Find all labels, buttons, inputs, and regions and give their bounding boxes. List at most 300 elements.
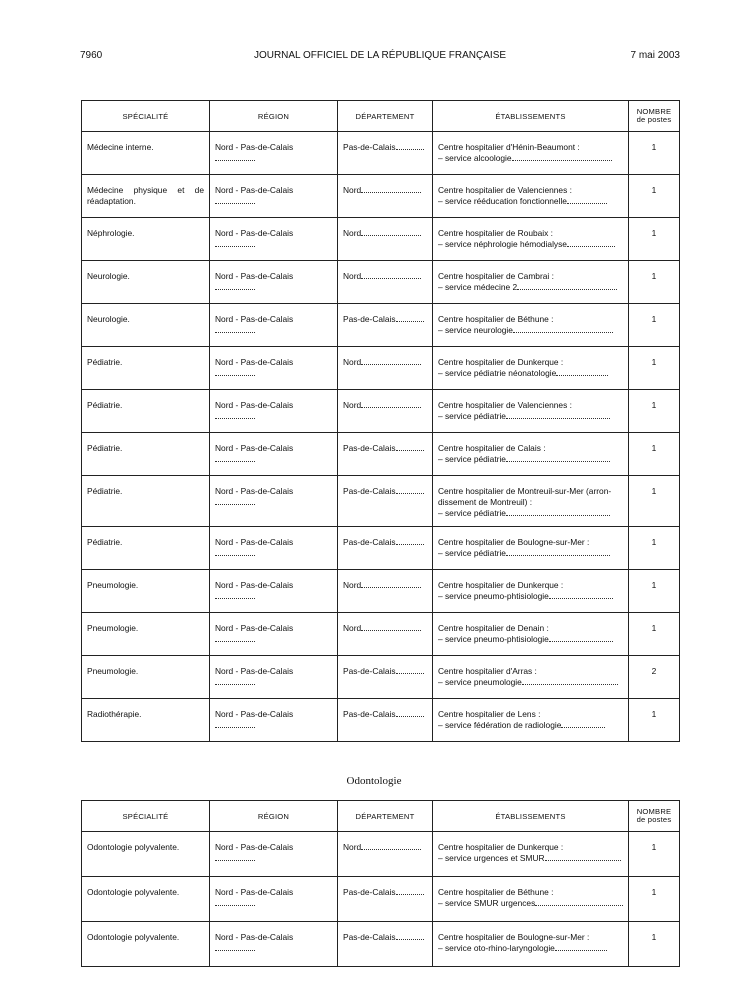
page-header bbox=[80, 50, 680, 64]
dotted-leader bbox=[215, 196, 255, 204]
dotted-leader bbox=[396, 932, 424, 940]
etablissement-text: – service pédiatrie bbox=[438, 454, 506, 464]
col-header-etablissements: ÉTABLISSEMENTS bbox=[433, 801, 629, 832]
etablissement-text: Centre hospitalier de Valenciennes : bbox=[438, 400, 572, 410]
cell-etablissements bbox=[433, 877, 629, 922]
section-title: Odontologie bbox=[346, 775, 402, 787]
table-row bbox=[82, 476, 680, 527]
etablissement-line bbox=[438, 411, 623, 422]
cell-etablissements bbox=[433, 390, 629, 433]
cell-departement-text: Nord bbox=[343, 185, 362, 195]
cell-etablissements bbox=[433, 218, 629, 261]
cell-departement bbox=[338, 570, 433, 613]
etablissement-line bbox=[438, 508, 623, 519]
table-row bbox=[82, 261, 680, 304]
cell-specialite bbox=[82, 261, 210, 304]
cell-region bbox=[210, 304, 338, 347]
cell-nombre bbox=[629, 656, 680, 699]
etablissement-line bbox=[438, 548, 623, 559]
cell-specialite bbox=[82, 347, 210, 390]
dotted-leader bbox=[506, 411, 610, 419]
cell-specialite-text: Pédiatrie. bbox=[87, 357, 123, 367]
etablissement-text: Centre hospitalier de Dunkerque : bbox=[438, 357, 564, 367]
dotted-leader bbox=[513, 325, 613, 333]
cell-nombre-text: 1 bbox=[651, 400, 657, 410]
cell-specialite-text: Neurologie. bbox=[87, 314, 130, 324]
cell-nombre-text: 1 bbox=[651, 357, 657, 367]
cell-specialite-text: Pédiatrie. bbox=[87, 486, 123, 496]
dotted-leader bbox=[215, 853, 255, 861]
dotted-leader bbox=[396, 709, 424, 717]
cell-specialite-text: Neurologie. bbox=[87, 271, 130, 281]
dotted-leader bbox=[396, 666, 424, 674]
etablissement-text: – service oto-rhino-laryngologie bbox=[438, 943, 555, 953]
cell-departement bbox=[338, 132, 433, 175]
cell-departement bbox=[338, 261, 433, 304]
etablissement-line bbox=[438, 537, 623, 548]
cell-region bbox=[210, 390, 338, 433]
cell-region-text: Nord - Pas-de-Calais bbox=[215, 443, 294, 453]
etablissement-text: Centre hospitalier de Cambrai : bbox=[438, 271, 554, 281]
cell-region-text: Nord - Pas-de-Calais bbox=[215, 709, 294, 719]
table-row bbox=[82, 922, 680, 967]
dotted-leader bbox=[522, 677, 618, 685]
etablissement-line bbox=[438, 842, 623, 853]
etablissement-text: – service pédiatrie bbox=[438, 548, 506, 558]
cell-specialite-text: Pneumologie. bbox=[87, 580, 139, 590]
cell-specialite-text: Odontologie polyvalente. bbox=[87, 887, 180, 897]
dotted-leader bbox=[361, 228, 421, 236]
etablissement-text: – service SMUR urgences bbox=[438, 898, 536, 908]
cell-nombre-text: 1 bbox=[651, 142, 657, 152]
etablissement-text: Centre hospitalier de Boulogne-sur-Mer : bbox=[438, 932, 590, 942]
cell-departement bbox=[338, 390, 433, 433]
table-row bbox=[82, 304, 680, 347]
cell-specialite bbox=[82, 175, 210, 218]
table-row bbox=[82, 613, 680, 656]
dotted-leader bbox=[396, 443, 424, 451]
cell-region-text: Nord - Pas-de-Calais bbox=[215, 486, 294, 496]
etablissement-line bbox=[438, 142, 623, 153]
cell-region-text: Nord - Pas-de-Calais bbox=[215, 623, 294, 633]
etablissement-line bbox=[438, 720, 623, 731]
dotted-leader bbox=[396, 887, 424, 895]
etablissement-text: – service rééducation fonctionnelle bbox=[438, 196, 567, 206]
dotted-leader bbox=[535, 898, 623, 906]
dotted-leader bbox=[517, 282, 617, 290]
cell-departement-text: Pas-de-Calais bbox=[343, 486, 396, 496]
etablissement-line bbox=[438, 443, 623, 454]
col-header-nombre-l2: de postes bbox=[636, 815, 672, 824]
dotted-leader bbox=[506, 508, 610, 516]
cell-specialite bbox=[82, 832, 210, 877]
cell-departement bbox=[338, 699, 433, 742]
dotted-leader bbox=[556, 368, 608, 376]
dotted-leader bbox=[549, 591, 613, 599]
etablissement-text: Centre hospitalier de Béthune : bbox=[438, 314, 554, 324]
cell-departement-text: Nord bbox=[343, 580, 362, 590]
col-header-specialite: SPÉCIALITÉ bbox=[82, 101, 210, 132]
dotted-leader bbox=[215, 677, 255, 685]
cell-region-text: Nord - Pas-de-Calais bbox=[215, 142, 294, 152]
dotted-leader bbox=[396, 537, 424, 545]
cell-nombre-text: 2 bbox=[651, 666, 657, 676]
odontologie-table bbox=[81, 800, 680, 967]
dotted-leader bbox=[361, 580, 421, 588]
etablissement-line bbox=[438, 623, 623, 634]
col-header-nombre bbox=[629, 801, 680, 832]
cell-nombre-text: 1 bbox=[651, 185, 657, 195]
cell-etablissements bbox=[433, 476, 629, 527]
cell-region bbox=[210, 570, 338, 613]
cell-departement-text: Nord bbox=[343, 357, 362, 367]
cell-specialite bbox=[82, 304, 210, 347]
cell-nombre-text: 1 bbox=[651, 271, 657, 281]
cell-region-text: Nord - Pas-de-Calais bbox=[215, 932, 294, 942]
cell-region bbox=[210, 218, 338, 261]
cell-etablissements bbox=[433, 570, 629, 613]
cell-region-text: Nord - Pas-de-Calais bbox=[215, 185, 294, 195]
cell-specialite-text: Médecine interne. bbox=[87, 142, 154, 152]
col-header-departement: DÉPARTEMENT bbox=[338, 101, 433, 132]
dotted-leader bbox=[215, 497, 255, 505]
cell-specialite bbox=[82, 656, 210, 699]
col-header-region: RÉGION bbox=[210, 801, 338, 832]
cell-departement-text: Pas-de-Calais bbox=[343, 932, 396, 942]
cell-specialite-text: Médecine physique et de réadaptation. bbox=[87, 185, 204, 206]
etablissement-text: – service néphrologie hémodialyse bbox=[438, 239, 567, 249]
dotted-leader bbox=[567, 239, 615, 247]
cell-nombre-text: 1 bbox=[651, 623, 657, 633]
etablissement-line bbox=[438, 153, 623, 164]
cell-departement-text: Nord bbox=[343, 623, 362, 633]
etablissement-line bbox=[438, 709, 623, 720]
etablissement-line bbox=[438, 196, 623, 207]
postes-table bbox=[81, 100, 680, 742]
cell-etablissements bbox=[433, 433, 629, 476]
cell-specialite bbox=[82, 527, 210, 570]
etablissement-line bbox=[438, 932, 623, 943]
cell-nombre-text: 1 bbox=[651, 537, 657, 547]
cell-region bbox=[210, 527, 338, 570]
cell-specialite-text: Pédiatrie. bbox=[87, 443, 123, 453]
table-row bbox=[82, 570, 680, 613]
etablissement-text: dissement de Montreuil) : bbox=[438, 497, 533, 507]
cell-specialite bbox=[82, 613, 210, 656]
col-header-nombre bbox=[629, 101, 680, 132]
cell-region bbox=[210, 476, 338, 527]
etablissement-line bbox=[438, 677, 623, 688]
dotted-leader bbox=[361, 271, 421, 279]
cell-nombre-text: 1 bbox=[651, 314, 657, 324]
etablissement-line bbox=[438, 486, 623, 497]
dotted-leader bbox=[361, 623, 421, 631]
cell-region bbox=[210, 261, 338, 304]
etablissement-text: Centre hospitalier de Valenciennes : bbox=[438, 185, 572, 195]
table-row bbox=[82, 656, 680, 699]
etablissement-text: Centre hospitalier de Boulogne-sur-Mer : bbox=[438, 537, 590, 547]
cell-nombre bbox=[629, 699, 680, 742]
cell-specialite bbox=[82, 433, 210, 476]
cell-region-text: Nord - Pas-de-Calais bbox=[215, 842, 294, 852]
cell-region-text: Nord - Pas-de-Calais bbox=[215, 271, 294, 281]
dotted-leader bbox=[215, 591, 255, 599]
cell-region-text: Nord - Pas-de-Calais bbox=[215, 580, 294, 590]
col-header-region: RÉGION bbox=[210, 101, 338, 132]
cell-departement bbox=[338, 656, 433, 699]
dotted-leader bbox=[215, 634, 255, 642]
cell-etablissements bbox=[433, 132, 629, 175]
cell-etablissements bbox=[433, 656, 629, 699]
etablissement-text: Centre hospitalier de Béthune : bbox=[438, 887, 554, 897]
table-row bbox=[82, 132, 680, 175]
etablissement-line bbox=[438, 282, 623, 293]
cell-departement-text: Pas-de-Calais bbox=[343, 887, 396, 897]
cell-departement-text: Nord bbox=[343, 400, 362, 410]
cell-nombre bbox=[629, 132, 680, 175]
cell-departement-text: Pas-de-Calais bbox=[343, 443, 396, 453]
cell-departement-text: Pas-de-Calais bbox=[343, 142, 396, 152]
journal-title: JOURNAL OFFICIEL DE LA RÉPUBLIQUE FRANÇAISE bbox=[253, 50, 507, 61]
etablissement-text: – service urgences et SMUR bbox=[438, 853, 545, 863]
etablissement-line bbox=[438, 228, 623, 239]
table-row bbox=[82, 390, 680, 433]
dotted-leader bbox=[506, 548, 610, 556]
cell-nombre bbox=[629, 570, 680, 613]
table-row bbox=[82, 433, 680, 476]
dotted-leader bbox=[215, 411, 255, 419]
cell-region bbox=[210, 175, 338, 218]
cell-nombre bbox=[629, 613, 680, 656]
cell-region bbox=[210, 922, 338, 967]
cell-nombre-text: 1 bbox=[651, 842, 657, 852]
cell-etablissements bbox=[433, 347, 629, 390]
cell-departement bbox=[338, 613, 433, 656]
col-header-nombre-l2: de postes bbox=[636, 115, 672, 124]
cell-etablissements bbox=[433, 304, 629, 347]
cell-region bbox=[210, 832, 338, 877]
cell-etablissements bbox=[433, 832, 629, 877]
etablissement-text: – service pneumo-phtisiologie bbox=[438, 591, 549, 601]
cell-specialite-text: Radiothérapie. bbox=[87, 709, 142, 719]
cell-nombre-text: 1 bbox=[651, 443, 657, 453]
cell-etablissements bbox=[433, 261, 629, 304]
dotted-leader bbox=[215, 153, 255, 161]
cell-nombre-text: 1 bbox=[651, 887, 657, 897]
cell-departement bbox=[338, 527, 433, 570]
cell-nombre bbox=[629, 527, 680, 570]
dotted-leader bbox=[215, 325, 255, 333]
cell-specialite bbox=[82, 476, 210, 527]
cell-etablissements bbox=[433, 527, 629, 570]
etablissement-line bbox=[438, 634, 623, 645]
etablissement-text: – service pédiatrie bbox=[438, 508, 506, 518]
cell-region-text: Nord - Pas-de-Calais bbox=[215, 666, 294, 676]
cell-region-text: Nord - Pas-de-Calais bbox=[215, 537, 294, 547]
cell-departement bbox=[338, 218, 433, 261]
cell-departement bbox=[338, 877, 433, 922]
dotted-leader bbox=[215, 368, 255, 376]
cell-nombre bbox=[629, 175, 680, 218]
cell-departement-text: Nord bbox=[343, 842, 362, 852]
etablissement-line bbox=[438, 591, 623, 602]
cell-region-text: Nord - Pas-de-Calais bbox=[215, 400, 294, 410]
page-number: 7960 bbox=[80, 50, 103, 61]
etablissement-line bbox=[438, 853, 623, 864]
etablissement-line bbox=[438, 400, 623, 411]
dotted-leader bbox=[215, 548, 255, 556]
cell-etablissements bbox=[433, 175, 629, 218]
cell-specialite bbox=[82, 218, 210, 261]
etablissement-text: – service alcoologie bbox=[438, 153, 512, 163]
cell-etablissements bbox=[433, 613, 629, 656]
dotted-leader bbox=[549, 634, 613, 642]
col-header-etablissements: ÉTABLISSEMENTS bbox=[433, 101, 629, 132]
cell-specialite bbox=[82, 132, 210, 175]
dotted-leader bbox=[396, 142, 424, 150]
table-row bbox=[82, 832, 680, 877]
cell-nombre bbox=[629, 261, 680, 304]
dotted-leader bbox=[512, 153, 612, 161]
cell-region bbox=[210, 656, 338, 699]
cell-departement bbox=[338, 347, 433, 390]
cell-nombre bbox=[629, 304, 680, 347]
etablissement-text: – service pneumo-phtisiologie bbox=[438, 634, 549, 644]
etablissement-line bbox=[438, 898, 623, 909]
dotted-leader bbox=[567, 196, 607, 204]
cell-departement bbox=[338, 922, 433, 967]
cell-region-text: Nord - Pas-de-Calais bbox=[215, 887, 294, 897]
etablissement-text: Centre hospitalier d'Hénin-Beaumont : bbox=[438, 142, 580, 152]
cell-specialite-text: Pneumologie. bbox=[87, 666, 139, 676]
cell-nombre-text: 1 bbox=[651, 580, 657, 590]
etablissement-line bbox=[438, 497, 623, 508]
cell-specialite bbox=[82, 922, 210, 967]
dotted-leader bbox=[561, 720, 605, 728]
cell-specialite bbox=[82, 699, 210, 742]
etablissement-text: – service neurologie bbox=[438, 325, 513, 335]
cell-nombre-text: 1 bbox=[651, 932, 657, 942]
dotted-leader bbox=[215, 720, 255, 728]
cell-region-text: Nord - Pas-de-Calais bbox=[215, 357, 294, 367]
cell-region bbox=[210, 132, 338, 175]
etablissement-text: Centre hospitalier de Dunkerque : bbox=[438, 842, 564, 852]
etablissement-line bbox=[438, 185, 623, 196]
dotted-leader bbox=[555, 943, 607, 951]
etablissement-line bbox=[438, 239, 623, 250]
cell-region-text: Nord - Pas-de-Calais bbox=[215, 228, 294, 238]
col-header-specialite: SPÉCIALITÉ bbox=[82, 801, 210, 832]
cell-specialite bbox=[82, 570, 210, 613]
etablissement-line bbox=[438, 887, 623, 898]
etablissement-line bbox=[438, 325, 623, 336]
dotted-leader bbox=[215, 239, 255, 247]
table-row bbox=[82, 175, 680, 218]
etablissement-text: Centre hospitalier de Montreuil-sur-Mer (arron- bbox=[438, 486, 612, 496]
cell-nombre-text: 1 bbox=[651, 709, 657, 719]
cell-departement-text: Nord bbox=[343, 271, 362, 281]
cell-departement-text: Nord bbox=[343, 228, 362, 238]
col-header-departement: DÉPARTEMENT bbox=[338, 801, 433, 832]
cell-specialite-text: Odontologie polyvalente. bbox=[87, 842, 180, 852]
table-row bbox=[82, 347, 680, 390]
etablissement-line bbox=[438, 580, 623, 591]
dotted-leader bbox=[396, 314, 424, 322]
cell-departement bbox=[338, 175, 433, 218]
publication-date: 7 mai 2003 bbox=[630, 50, 680, 61]
etablissement-line bbox=[438, 271, 623, 282]
dotted-leader bbox=[361, 357, 421, 365]
cell-departement-text: Pas-de-Calais bbox=[343, 537, 396, 547]
dotted-leader bbox=[215, 454, 255, 462]
etablissement-text: Centre hospitalier de Lens : bbox=[438, 709, 541, 719]
cell-etablissements bbox=[433, 699, 629, 742]
cell-departement bbox=[338, 832, 433, 877]
cell-nombre bbox=[629, 922, 680, 967]
cell-nombre bbox=[629, 347, 680, 390]
dotted-leader bbox=[215, 282, 255, 290]
cell-nombre bbox=[629, 476, 680, 527]
etablissement-text: Centre hospitalier de Denain : bbox=[438, 623, 549, 633]
cell-nombre-text: 1 bbox=[651, 486, 657, 496]
cell-specialite-text: Pédiatrie. bbox=[87, 537, 123, 547]
etablissement-text: – service médecine 2 bbox=[438, 282, 518, 292]
etablissement-line bbox=[438, 666, 623, 677]
table-row bbox=[82, 218, 680, 261]
cell-specialite-text: Odontologie polyvalente. bbox=[87, 932, 180, 942]
cell-nombre bbox=[629, 832, 680, 877]
col-header-nombre-l1: NOMBRE bbox=[636, 807, 672, 816]
etablissement-line bbox=[438, 314, 623, 325]
cell-specialite bbox=[82, 390, 210, 433]
cell-specialite-text: Pédiatrie. bbox=[87, 400, 123, 410]
cell-nombre bbox=[629, 877, 680, 922]
etablissement-line bbox=[438, 357, 623, 368]
cell-specialite-text: Pneumologie. bbox=[87, 623, 139, 633]
cell-specialite bbox=[82, 877, 210, 922]
cell-departement bbox=[338, 433, 433, 476]
cell-specialite-text: Néphrologie. bbox=[87, 228, 135, 238]
cell-region bbox=[210, 877, 338, 922]
cell-nombre bbox=[629, 390, 680, 433]
etablissement-line bbox=[438, 943, 623, 954]
cell-nombre bbox=[629, 218, 680, 261]
dotted-leader bbox=[361, 842, 421, 850]
cell-etablissements bbox=[433, 922, 629, 967]
cell-region bbox=[210, 433, 338, 476]
cell-region bbox=[210, 699, 338, 742]
etablissement-text: Centre hospitalier de Calais : bbox=[438, 443, 546, 453]
col-header-nombre-l1: NOMBRE bbox=[636, 107, 672, 116]
dotted-leader bbox=[361, 185, 421, 193]
cell-region bbox=[210, 347, 338, 390]
cell-region bbox=[210, 613, 338, 656]
table-row bbox=[82, 877, 680, 922]
dotted-leader bbox=[215, 943, 255, 951]
cell-nombre-text: 1 bbox=[651, 228, 657, 238]
dotted-leader bbox=[396, 486, 424, 494]
etablissement-text: – service fédération de radiologie bbox=[438, 720, 562, 730]
cell-departement bbox=[338, 476, 433, 527]
cell-departement-text: Pas-de-Calais bbox=[343, 314, 396, 324]
cell-nombre bbox=[629, 433, 680, 476]
cell-departement-text: Pas-de-Calais bbox=[343, 709, 396, 719]
cell-departement-text: Pas-de-Calais bbox=[343, 666, 396, 676]
table-row bbox=[82, 699, 680, 742]
cell-region-text: Nord - Pas-de-Calais bbox=[215, 314, 294, 324]
etablissement-text: Centre hospitalier d'Arras : bbox=[438, 666, 537, 676]
etablissement-text: Centre hospitalier de Dunkerque : bbox=[438, 580, 564, 590]
